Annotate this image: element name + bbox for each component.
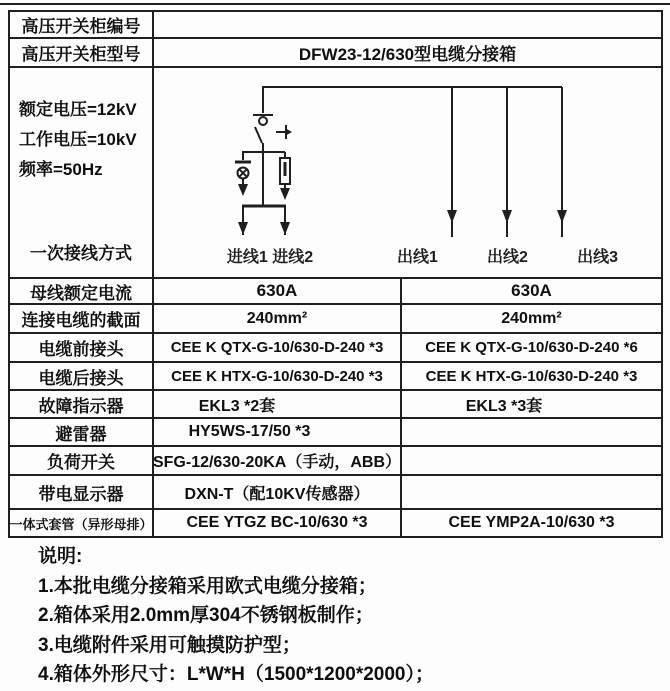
note-item-1: 1.本批电缆分接箱采用欧式电缆分接箱； [38, 575, 377, 597]
row-label: 负荷开关 [10, 447, 154, 474]
rating-parameters [10, 95, 152, 185]
surge-arrester-symbol [280, 152, 290, 200]
row-value-left: 630A [154, 279, 402, 303]
row-value-left: DXN-T（配10KV传感器） [154, 476, 402, 508]
outgoing-label-3: 出线3 [577, 249, 618, 266]
row-value-left: CEE K HTX-G-10/630-D-240 *3 [154, 363, 402, 389]
row-value-right: 630A [511, 281, 552, 300]
row-fault-indicator [10, 389, 661, 417]
busbar [263, 87, 562, 113]
row-value-right: CEE YMP2A-10/630 *3 [448, 514, 615, 531]
rated-voltage: 额定电压=12kV [19, 100, 137, 119]
cabinet-model-value: DFW23-12/630型电缆分接箱 [298, 45, 517, 64]
row-value-left: CEE K QTX-G-10/630-D-240 *3 [154, 334, 402, 361]
single-line-diagram-cell [154, 68, 661, 277]
outgoing-label-1: 出线1 [397, 249, 438, 266]
spec-table [8, 10, 663, 538]
row-load-switch [10, 445, 661, 474]
row-value-left: 240mm² [154, 305, 402, 332]
incoming-arrows [238, 206, 290, 235]
row-label: 母线额定电流 [10, 279, 154, 303]
row-value-left: CEE YTGZ BC-10/630 *3 [154, 510, 402, 536]
row-value-right: EKL3 *3套 [465, 397, 543, 415]
row-label: 电缆后接头 [10, 363, 154, 389]
sheet-top-rule [0, 3, 670, 5]
cabinet-number-value [154, 12, 661, 37]
outgoing-label-2: 出线2 [487, 249, 528, 266]
row-label: 避雷器 [10, 419, 154, 445]
primary-wiring-label: 一次接线方式 [30, 244, 132, 263]
row-value-right: 240mm² [501, 309, 562, 327]
outgoing-line-labels [397, 244, 618, 267]
row-live-display [10, 474, 661, 508]
row-integrated-bushing [10, 508, 661, 536]
cabinet-model-label: 高压开关柜型号 [10, 39, 154, 66]
voltage-indicator-symbol [235, 152, 251, 196]
row-surge-arrester [10, 417, 661, 445]
row-cabinet-number [10, 12, 661, 37]
row-value-right [402, 419, 661, 445]
row-value-left: SFG-12/630-20KA（手动，ABB） [154, 447, 402, 474]
row-bus-rated-current [10, 277, 661, 303]
cabinet-number-label: 高压开关柜编号 [10, 12, 154, 37]
row-value-right [402, 447, 661, 474]
row-value-left: EKL3 *2套 [154, 391, 402, 417]
row-cabinet-model [10, 37, 661, 66]
row-primary-wiring [10, 66, 661, 277]
row-label: 连接电缆的截面 [10, 305, 154, 332]
row-cable-cross-section [10, 303, 661, 332]
notes-title: 说明: [38, 546, 83, 567]
row-label: 一体式套管（异形母排） [10, 510, 154, 536]
note-item-3: 3.电缆附件采用可触摸防护型； [38, 634, 301, 656]
row-value-right: CEE K HTX-G-10/630-D-240 *3 [425, 367, 638, 385]
notes-section [38, 542, 434, 690]
outgoing-arrows [447, 87, 567, 237]
row-value-left: HY5WS-17/50 *3 [154, 419, 402, 445]
row-cable-rear-connector [10, 361, 661, 389]
row-label: 电缆前接头 [10, 334, 154, 361]
row-label: 故障指示器 [10, 391, 154, 417]
row-label: 带电显示器 [10, 476, 154, 508]
row-cable-front-connector [10, 332, 661, 361]
incoming-line-labels: 进线1 进线2 [226, 249, 314, 266]
frequency: 频率=50Hz [19, 160, 103, 179]
wiring-label-cell [10, 68, 154, 277]
row-value-right: CEE K QTX-G-10/630-D-240 *6 [425, 339, 638, 356]
working-voltage: 工作电压=10kV [19, 130, 137, 149]
note-item-2: 2.箱体采用2.0mm厚304不锈钢板制作； [38, 605, 374, 626]
note-item-4: 4.箱体外形尺寸：L*W*H（1500*1200*2000）； [38, 664, 434, 685]
row-value-right [402, 476, 661, 508]
